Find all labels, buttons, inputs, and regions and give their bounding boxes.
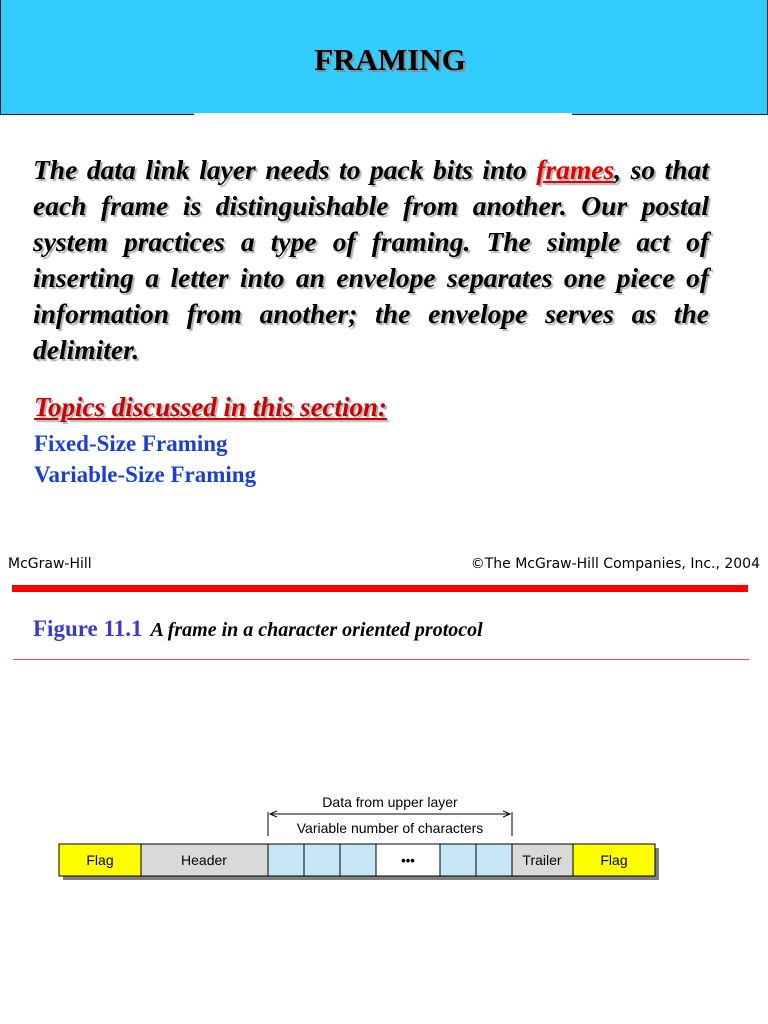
- data-char-field: [440, 844, 476, 876]
- footer-right: ©The McGraw-Hill Companies, Inc., 2004: [470, 556, 760, 572]
- footer-left: McGraw-Hill: [8, 556, 92, 572]
- flag-label-end: Flag: [600, 852, 628, 868]
- variable-characters-label: Variable number of characters: [296, 820, 484, 836]
- slide-title: FRAMING: [314, 42, 466, 77]
- frame-diagram: [0, 770, 768, 900]
- topic-fixed-size-framing: Fixed-Size Framing: [34, 431, 228, 456]
- topics-heading: Topics discussed in this section:: [34, 392, 388, 422]
- data-from-upper-layer-label: Data from upper layer: [322, 794, 458, 810]
- figure-number: Figure 11.1: [33, 616, 143, 641]
- data-char-field: [268, 844, 304, 876]
- data-char-field: [304, 844, 340, 876]
- body-text-start: The data link layer needs to pack bits into: [33, 154, 537, 185]
- flag-label-start: Flag: [86, 852, 114, 868]
- slide-divider: [12, 585, 748, 592]
- figure-title: A frame in a character oriented protocol: [150, 619, 483, 641]
- topic-variable-size-framing: Variable-Size Framing: [34, 462, 257, 487]
- header-label: Header: [181, 852, 227, 868]
- trailer-label: Trailer: [522, 852, 562, 868]
- title-band-gap: [194, 113, 572, 116]
- ellipsis-label: •••: [401, 853, 415, 868]
- highlight-frames: frames: [536, 154, 615, 185]
- body-paragraph: [33, 152, 709, 368]
- data-char-field: [340, 844, 376, 876]
- data-char-field: [476, 844, 512, 876]
- body-text-end: , so that each frame is distinguishable from another. Our postal system practices a type of framing. The simple act of inserting a letter into an envelope separates one piece of information from another; the envelope serves as the delimiter.: [33, 154, 709, 365]
- caption-underline: [13, 659, 749, 660]
- figure-caption: [33, 616, 483, 642]
